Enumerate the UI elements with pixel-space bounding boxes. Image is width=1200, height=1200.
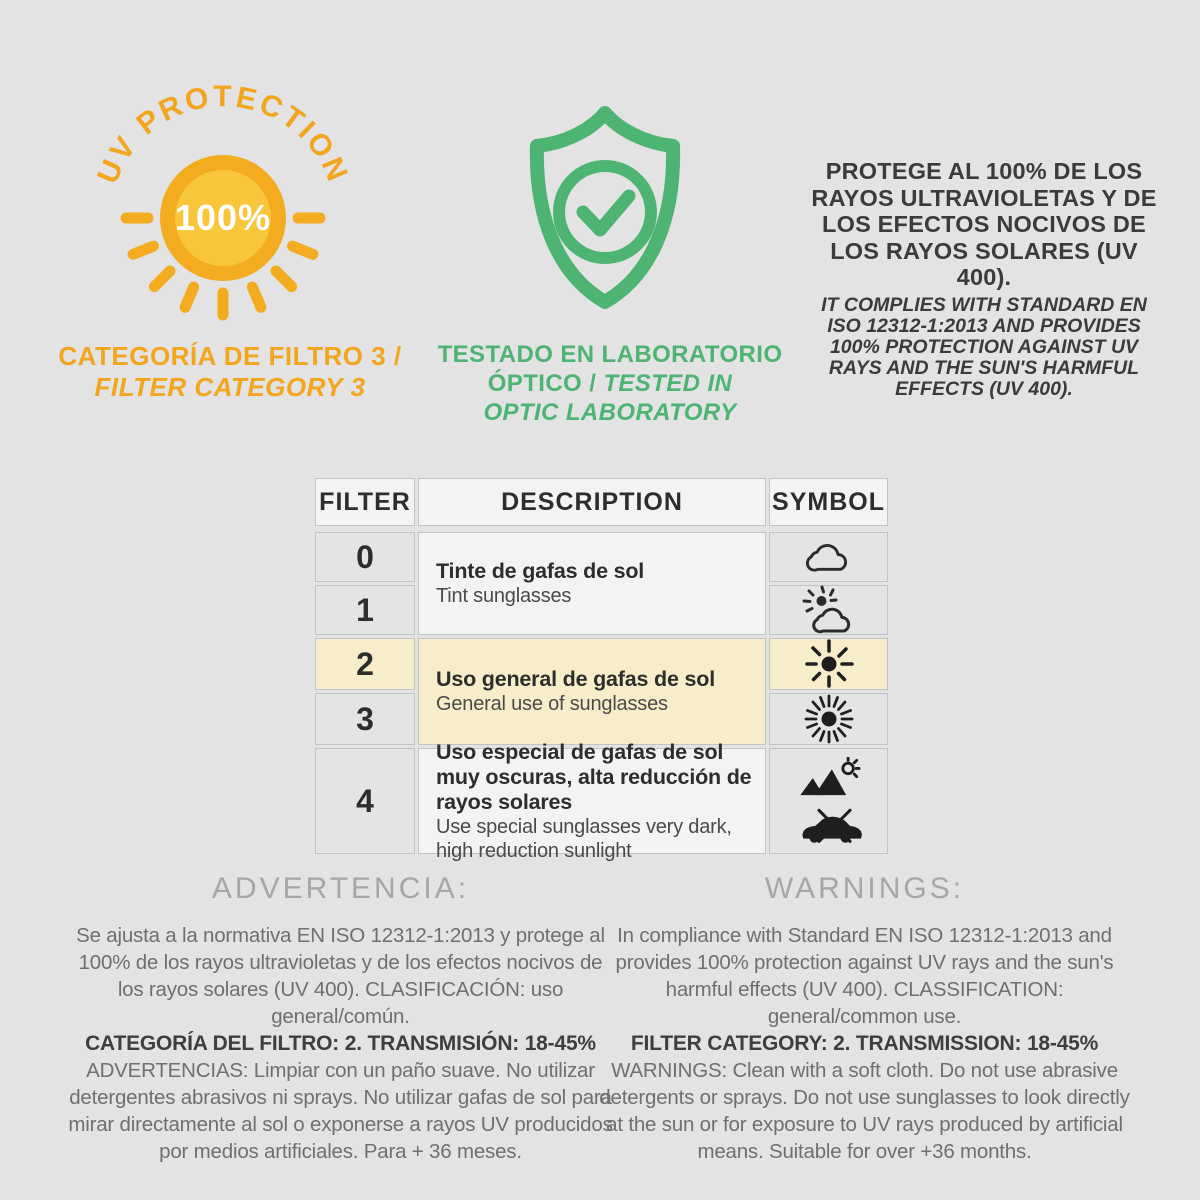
- warnings-english-p1: In compliance with Standard EN ISO 12312-1:2013 and provides 100% protection against UV rays and the sun's harmful effects (UV 400). CLASSIFICATION: general/common use.: [615, 924, 1114, 1028]
- symbol-cell-1: [769, 585, 888, 635]
- filter-table-header: [315, 478, 888, 526]
- mountain-sun-icon: [797, 757, 861, 799]
- warnings-spanish-p2: ADVERTENCIAS: Limpiar con un paño suave. No utilizar detergentes abrasivos ni sprays. No utilizar gafas de sol para mirar directamente al sol o exponerse a rayos UV producidos por medios artificiales. Para + 36 meses.: [68, 1059, 613, 1163]
- sun-icon: [803, 638, 855, 690]
- warnings-english: [592, 872, 1137, 1165]
- filter-value-2: 2: [315, 638, 415, 690]
- uv-sun-icon: [63, 83, 393, 333]
- warnings-spanish: [68, 872, 613, 1165]
- filter-value-4: 4: [315, 748, 415, 854]
- description-special-use: Uso especial de gafas de sol muy oscuras, alta reducción de rayos solares Use special sunglasses very dark, high reduction sunlight: [418, 748, 766, 854]
- lab-caption-line1: TESTADO EN LABORATORIO: [437, 341, 783, 368]
- warnings-spanish-category: CATEGORÍA DEL FILTRO: 2. TRANSMISIÓN: 18-45%: [85, 1032, 596, 1055]
- symbol-cell-0: [769, 532, 888, 582]
- cloud-icon: [802, 538, 856, 576]
- protection-statement: [808, 158, 1160, 400]
- warnings-english-category: FILTER CATEGORY: 2. TRANSMISSION: 18-45%: [630, 1032, 1099, 1055]
- filter-value-1: 1: [315, 585, 415, 635]
- filter-table: [315, 478, 888, 862]
- filter-category-caption-en: FILTER CATEGORY 3: [94, 372, 366, 402]
- filter-category-caption: [40, 341, 420, 403]
- header-description: DESCRIPTION: [418, 478, 766, 526]
- filter-value-3: 3: [315, 693, 415, 745]
- protection-statement-es: PROTEGE AL 100% DE LOS RAYOS ULTRAVIOLETAS Y DE LOS EFECTOS NOCIVOS DE LOS RAYOS SOLARES (UV 400).: [811, 158, 1157, 290]
- warnings-english-p2: WARNINGS: Clean with a soft cloth. Do not use abrasive detergents or sprays. Do not use sunglasses to look directly at the sun or for exposure to UV rays produced by artificial means. Suitable for over +36 months.: [599, 1059, 1130, 1163]
- header-filter: FILTER: [315, 478, 415, 526]
- uv-arc-text: UV PROTECTION: [91, 83, 355, 189]
- symbol-cell-2: [769, 638, 888, 690]
- uv-100-label: 100%: [174, 197, 272, 238]
- warnings-spanish-title: ADVERTENCIA:: [211, 872, 470, 905]
- lab-caption-line3: OPTIC LABORATORY: [483, 399, 737, 426]
- header-symbol: SYMBOL: [769, 478, 888, 526]
- symbol-cell-4: [769, 748, 888, 854]
- filter-table-body: [315, 532, 888, 862]
- lab-caption-line2: ÓPTICO / TESTED IN: [487, 370, 733, 397]
- sun-burst-icon: [802, 692, 856, 746]
- protection-statement-en: IT COMPLIES WITH STANDARD EN ISO 12312-1:2013 AND PROVIDES 100% PROTECTION AGAINST UV RAYS AND THE SUN'S HARMFUL EFFECTS (UV 400).: [821, 293, 1147, 400]
- shield-check-icon: [503, 100, 707, 315]
- description-tint: Tinte de gafas de sol Tint sunglasses: [418, 532, 766, 635]
- lab-tested-caption: [430, 340, 790, 427]
- sun-behind-cloud-icon: [800, 585, 858, 635]
- car-crossed-icon: [796, 803, 862, 845]
- filter-value-0: 0: [315, 532, 415, 582]
- warnings-spanish-p1: Se ajusta a la normativa EN ISO 12312-1:2013 y protege al 100% de los rayos ultravioletas y de los efectos nocivos de los rayos solares (UV 400). CLASIFICACIÓN: uso general/común.: [76, 924, 605, 1028]
- description-general-use: Uso general de gafas de sol General use of sunglasses: [418, 638, 766, 745]
- warnings-english-title: WARNINGS:: [764, 872, 965, 905]
- filter-category-caption-es: CATEGORÍA DE FILTRO 3 /: [58, 341, 402, 371]
- symbol-cell-3: [769, 693, 888, 745]
